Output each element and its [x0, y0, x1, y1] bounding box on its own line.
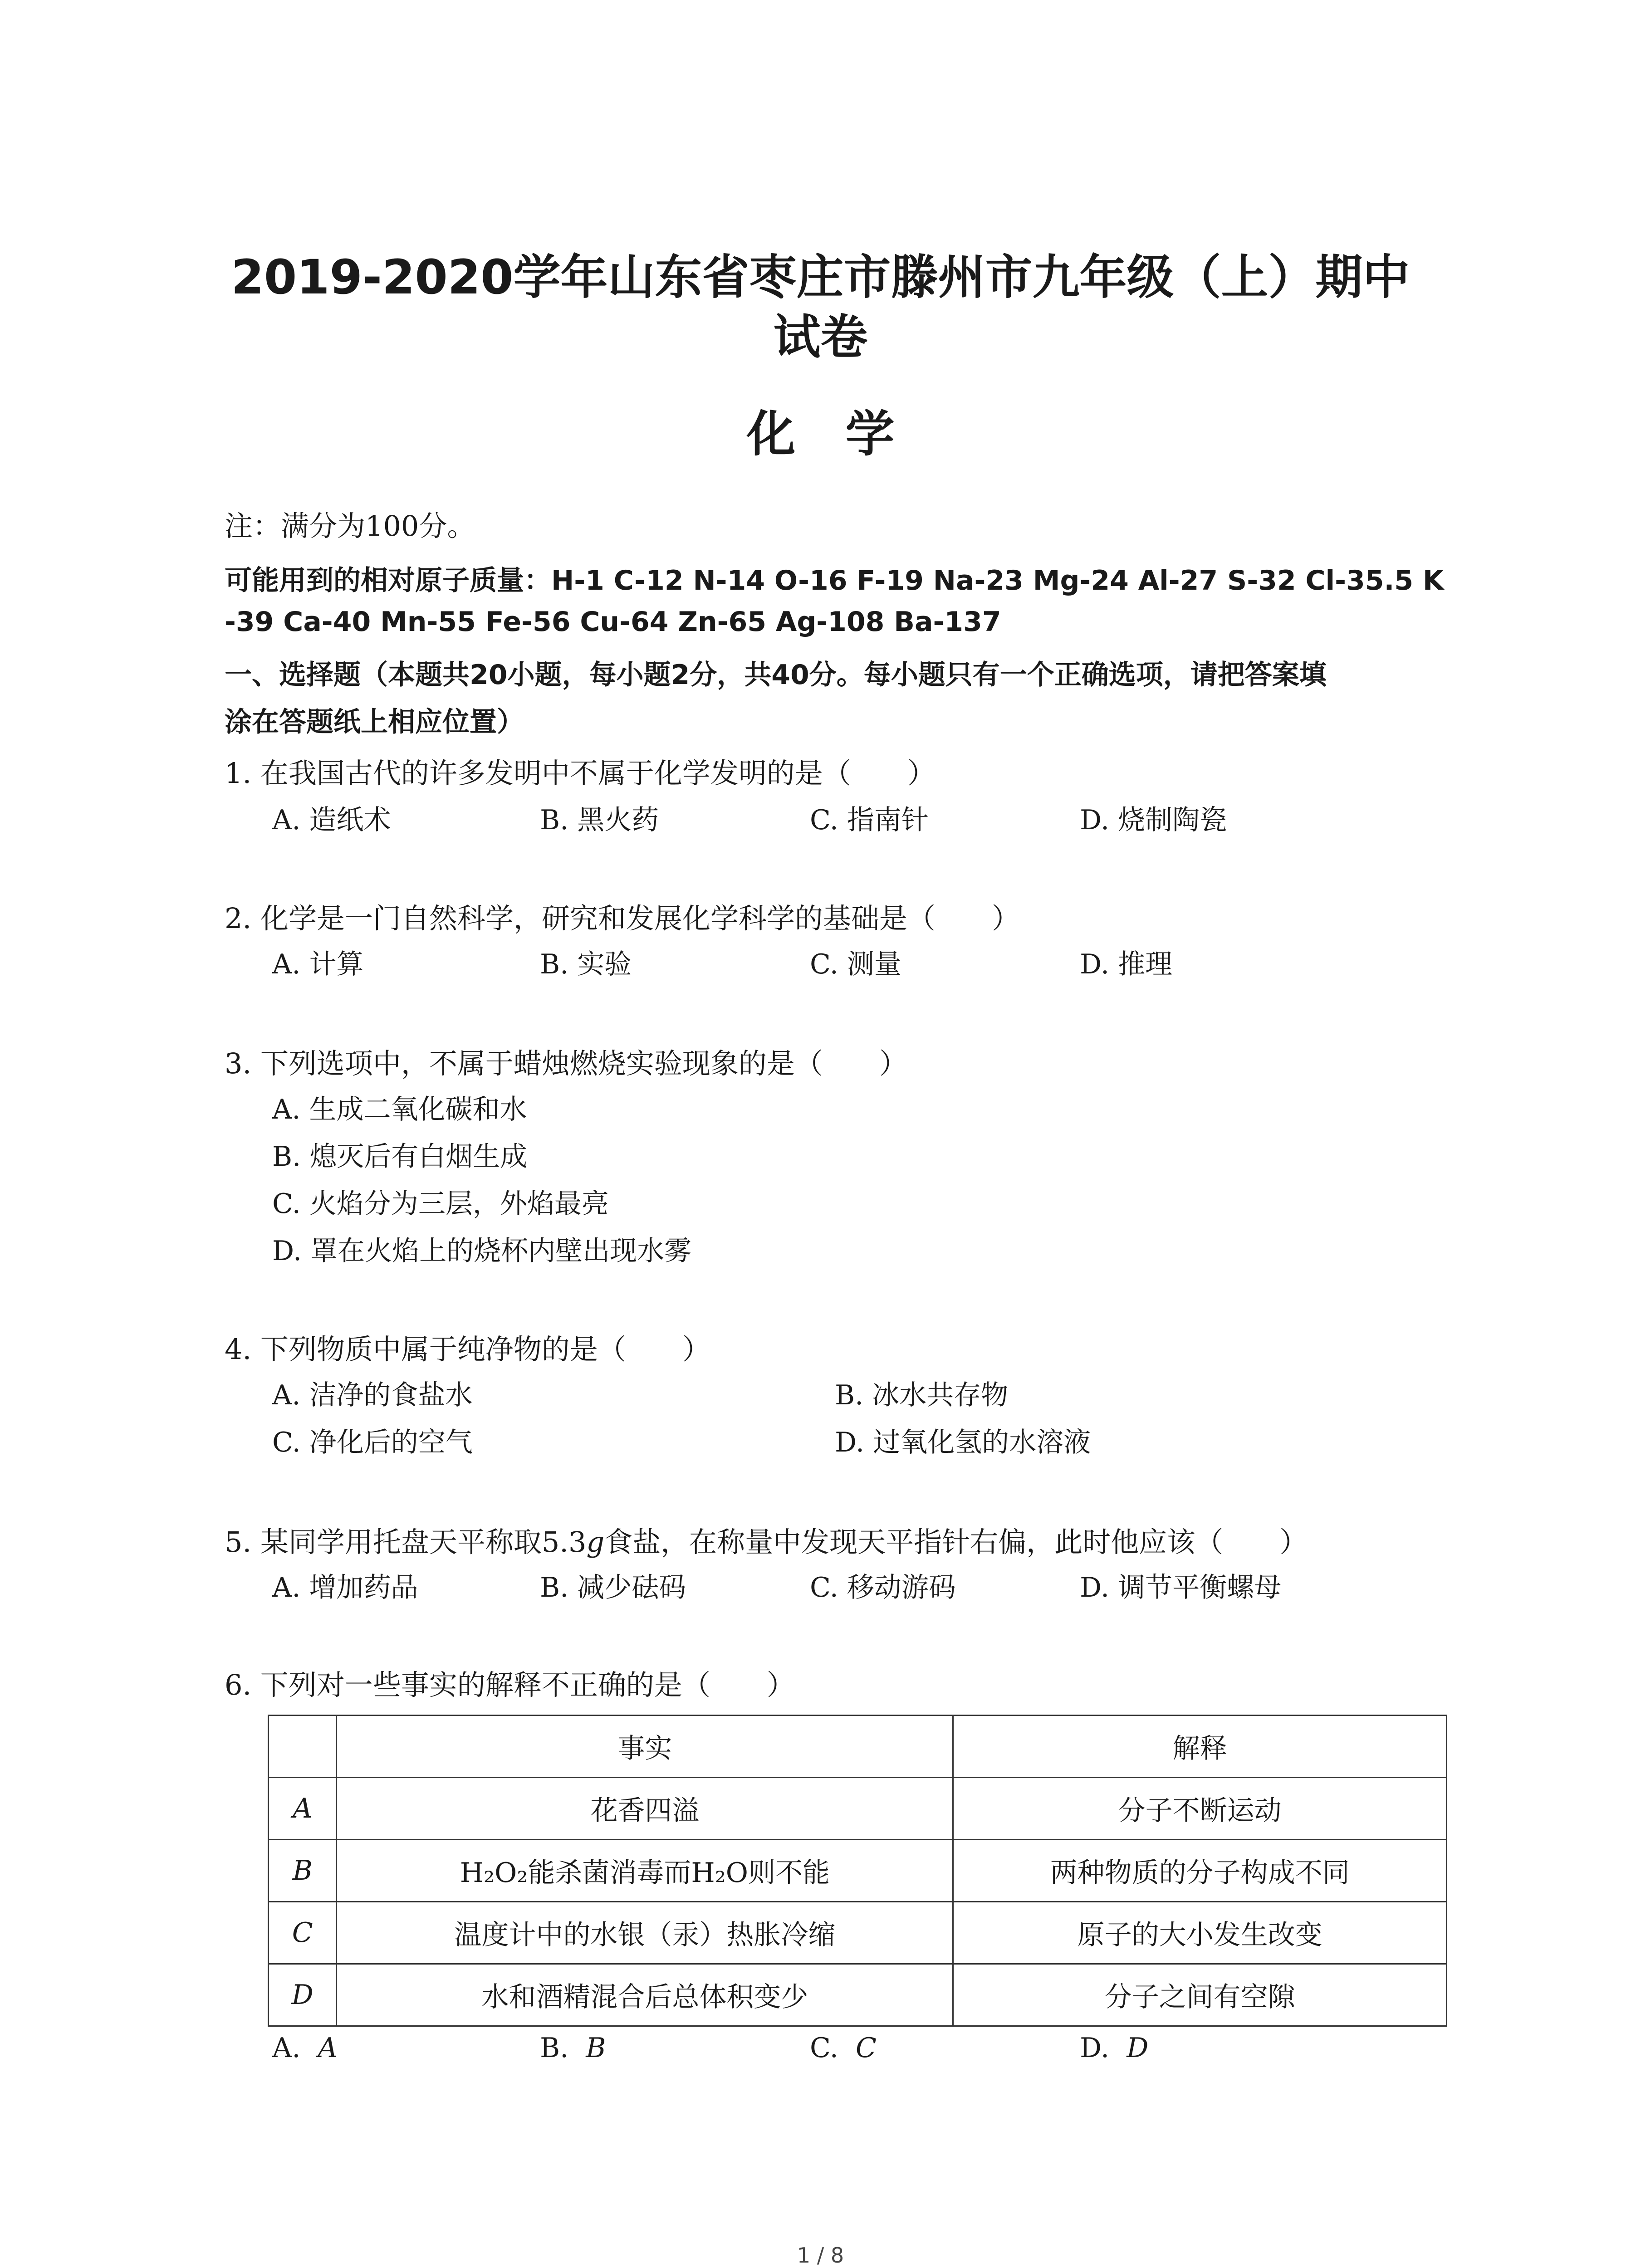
table-cell: B — [269, 1840, 337, 1902]
question-3-option-d: D. 罩在火焰上的烧杯内壁出现水雾 — [272, 1235, 692, 1267]
question-1-option-d: D. 烧制陶瓷 — [1080, 804, 1227, 836]
question-6-option-c-label: C. — [810, 2032, 838, 2064]
question-2-option-c: C. 测量 — [810, 948, 901, 980]
subject-heading: 化学 — [746, 406, 945, 463]
title-line-2: 试卷 — [773, 309, 868, 365]
question-2-stem: 2. 化学是一门自然科学，研究和发展化学科学的基础是（ ） — [225, 902, 1020, 935]
table-row — [269, 1840, 1447, 1902]
question-6-option-b-label: B. — [540, 2032, 569, 2064]
question-4-option-a: A. 洁净的食盐水 — [272, 1379, 473, 1411]
question-6-option-b — [540, 2032, 606, 2064]
table-cell: A — [269, 1778, 337, 1840]
table-cell: 原子的大小发生改变 — [953, 1902, 1447, 1964]
question-3-option-c: C. 火焰分为三层，外焰最亮 — [272, 1188, 609, 1220]
question-5-stem-post: 食盐，在称量中发现天平指针右偏，此时他应该（ ） — [604, 1525, 1308, 1559]
question-4-option-d: D. 过氧化氢的水溶液 — [835, 1427, 1091, 1458]
table-row — [269, 1964, 1447, 2026]
table-header-cell: 解释 — [953, 1716, 1447, 1778]
table-header-row — [269, 1716, 1447, 1778]
section-heading-line-1: 一、选择题（本题共20小题，每小题2分，共40分。每小题只有一个正确选项，请把答案填 — [225, 659, 1327, 691]
atomic-mass-line-2: -39 Ca-40 Mn-55 Fe-56 Cu-64 Zn-65 Ag-108 Ba-137 — [225, 606, 1001, 638]
question-2-option-a: A. 计算 — [272, 948, 364, 980]
facts-table — [268, 1715, 1447, 2027]
question-4-option-c: C. 净化后的空气 — [272, 1427, 473, 1458]
question-4-stem: 4. 下列物质中属于纯净物的是（ ） — [225, 1333, 710, 1366]
question-1-option-a: A. 造纸术 — [272, 804, 391, 836]
section-heading-line-2: 涂在答题纸上相应位置） — [225, 706, 524, 738]
table-header-cell — [269, 1716, 337, 1778]
table-cell: 花香四溢 — [337, 1778, 953, 1840]
question-6-option-d-label: D. — [1080, 2032, 1110, 2064]
atomic-mass-line-1: 可能用到的相对原子质量：H-1 C-12 N-14 O-16 F-19 Na-23 Mg-24 Al-27 S-32 Cl-35.5 K — [225, 565, 1444, 596]
question-2-option-b: B. 实验 — [540, 948, 632, 980]
table-cell: H₂O₂能杀菌消毒而H₂O则不能 — [337, 1840, 953, 1902]
question-5-option-a: A. 增加药品 — [272, 1572, 418, 1603]
question-3-option-a: A. 生成二氧化碳和水 — [272, 1094, 527, 1125]
question-2-option-d: D. 推理 — [1080, 948, 1173, 980]
question-5-stem-pre: 5. 某同学用托盘天平称取5.3 — [225, 1525, 587, 1559]
score-note: 注：满分为100分。 — [225, 509, 475, 543]
question-1-stem: 1. 在我国古代的许多发明中不属于化学发明的是（ ） — [225, 757, 936, 790]
question-6-stem: 6. 下列对一些事实的解释不正确的是（ ） — [225, 1668, 795, 1701]
question-6-option-d — [1080, 2032, 1148, 2064]
question-5-option-c: C. 移动游码 — [810, 1572, 956, 1603]
question-4-option-b: B. 冰水共存物 — [835, 1379, 1009, 1411]
table-row — [269, 1902, 1447, 1964]
question-6-option-c-value: C — [856, 2032, 877, 2064]
table-cell: C — [269, 1902, 337, 1964]
question-6-option-a — [272, 2032, 338, 2064]
table-cell: 分子之间有空隙 — [953, 1964, 1447, 2026]
question-5-option-b: B. 减少砝码 — [540, 1572, 686, 1603]
title-line-1: 2019-2020学年山东省枣庄市滕州市九年级（上）期中 — [231, 249, 1410, 305]
table-header-cell: 事实 — [337, 1716, 953, 1778]
question-3-stem: 3. 下列选项中，不属于蜡烛燃烧实验现象的是（ ） — [225, 1047, 907, 1080]
exam-title — [0, 247, 1641, 367]
question-1-option-c: C. 指南针 — [810, 804, 929, 836]
page-number: 1 / 8 — [797, 2243, 844, 2268]
table-cell: 分子不断运动 — [953, 1778, 1447, 1840]
question-3-option-b: B. 熄灭后有白烟生成 — [272, 1141, 528, 1173]
table-cell: 温度计中的水银（汞）热胀冷缩 — [337, 1902, 953, 1964]
table-cell: 两种物质的分子构成不同 — [953, 1840, 1447, 1902]
question-6-option-a-value: A — [318, 2032, 338, 2064]
question-6-option-d-value: D — [1127, 2032, 1149, 2064]
question-5-stem — [225, 1520, 1308, 1560]
question-5-option-d: D. 调节平衡螺母 — [1080, 1572, 1282, 1603]
table-cell: D — [269, 1964, 337, 2026]
question-5-unit: g — [586, 1525, 605, 1559]
question-6-option-a-label: A. — [272, 2032, 301, 2064]
question-6-option-b-value: B — [586, 2032, 606, 2064]
table-row — [269, 1778, 1447, 1840]
question-6-option-c — [810, 2032, 877, 2064]
question-1-option-b: B. 黑火药 — [540, 804, 659, 836]
table-cell: 水和酒精混合后总体积变少 — [337, 1964, 953, 2026]
